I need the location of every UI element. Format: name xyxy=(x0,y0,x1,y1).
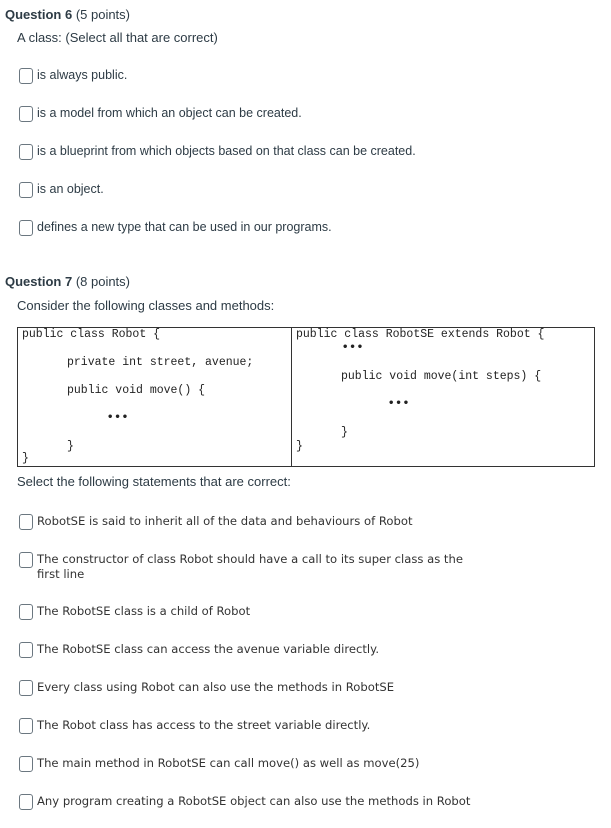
q6-option-4[interactable] xyxy=(19,182,104,198)
question-7-number: Question 7 xyxy=(5,274,73,289)
q7-option-1-label: RobotSE is said to inherit all of the data and behaviours of Robot xyxy=(37,514,413,528)
q7-option-7-checkbox[interactable] xyxy=(19,756,33,772)
q7-option-8-checkbox[interactable] xyxy=(19,794,33,810)
q7-option-4[interactable] xyxy=(19,642,379,658)
q7-option-3-checkbox[interactable] xyxy=(19,604,33,620)
q7-option-5[interactable] xyxy=(19,680,394,696)
robotse-class-declaration: public class RobotSE extends Robot { xyxy=(296,328,545,341)
q7-option-5-label: Every class using Robot can also use the methods in RobotSE xyxy=(37,680,395,694)
q6-option-4-checkbox[interactable] xyxy=(19,182,33,198)
robot-class-declaration: public class Robot { xyxy=(22,328,161,341)
robotse-move-method: public void move(int steps) { xyxy=(341,370,542,383)
question-6-number: Question 6 xyxy=(5,7,73,22)
q7-option-7-label: The main method in RobotSE can call move() as well as move(25) xyxy=(37,756,420,770)
robot-fields: private int street, avenue; xyxy=(67,356,254,369)
q7-option-3[interactable] xyxy=(19,604,250,620)
q7-option-7[interactable] xyxy=(19,756,419,772)
q6-option-5-label: defines a new type that can be used in our programs. xyxy=(37,220,332,234)
q7-option-3-label: The RobotSE class is a child of Robot xyxy=(37,604,251,618)
q7-option-4-label: The RobotSE class can access the avenue variable directly. xyxy=(37,642,380,656)
robotse-class-close-brace: } xyxy=(296,440,303,453)
q7-option-6-label: The Robot class has access to the street variable directly. xyxy=(37,718,371,732)
q7-option-2-label: The constructor of class Robot should have a call to its super class as the first line xyxy=(37,552,463,581)
q7-option-2[interactable] xyxy=(19,552,489,582)
q7-option-6[interactable] xyxy=(19,718,370,734)
robot-class-close-brace: } xyxy=(22,452,29,465)
q7-option-4-checkbox[interactable] xyxy=(19,642,33,658)
question-7-prompt: Consider the following classes and methods: xyxy=(17,298,275,313)
q7-option-1-checkbox[interactable] xyxy=(19,514,33,530)
q6-option-1-label: is always public. xyxy=(37,68,128,82)
robot-method-close-brace: } xyxy=(67,440,74,453)
robotse-method-close-brace: } xyxy=(341,426,348,439)
question-7-header xyxy=(5,274,130,289)
q6-option-3-label: is a blueprint from which objects based on that class can be created. xyxy=(37,144,416,158)
question-6-header xyxy=(5,7,130,22)
question-7-points: (8 points) xyxy=(75,274,131,289)
q6-option-5-checkbox[interactable] xyxy=(19,220,33,236)
q6-option-3-checkbox[interactable] xyxy=(19,144,33,160)
q6-option-2-checkbox[interactable] xyxy=(19,106,33,122)
q6-option-4-label: is an object. xyxy=(37,182,104,196)
q7-option-2-checkbox[interactable] xyxy=(19,552,33,568)
q6-option-1[interactable] xyxy=(19,68,127,84)
q7-option-5-checkbox[interactable] xyxy=(19,680,33,696)
q7-option-6-checkbox[interactable] xyxy=(19,718,33,734)
q6-option-3[interactable] xyxy=(19,144,416,160)
robotse-method-body-ellipsis: ••• xyxy=(388,398,411,409)
code-box-robot xyxy=(17,327,292,467)
q6-option-2-label: is a model from which an object can be created. xyxy=(37,106,302,120)
robot-method-body-ellipsis: ••• xyxy=(107,412,130,423)
q6-option-5[interactable] xyxy=(19,220,332,236)
robotse-body-ellipsis: ••• xyxy=(342,342,365,353)
robot-move-method: public void move() { xyxy=(67,384,206,397)
question-6-points: (5 points) xyxy=(75,7,131,22)
q7-option-8-label: Any program creating a RobotSE object can also use the methods in Robot xyxy=(37,794,471,808)
q7-option-1[interactable] xyxy=(19,514,413,530)
q7-option-8[interactable] xyxy=(19,794,470,810)
code-box-robotse xyxy=(291,327,595,467)
q6-option-1-checkbox[interactable] xyxy=(19,68,33,84)
q6-option-2[interactable] xyxy=(19,106,302,122)
question-6-prompt: A class: (Select all that are correct) xyxy=(17,30,218,45)
question-7-instruction: Select the following statements that are correct: xyxy=(17,474,291,489)
